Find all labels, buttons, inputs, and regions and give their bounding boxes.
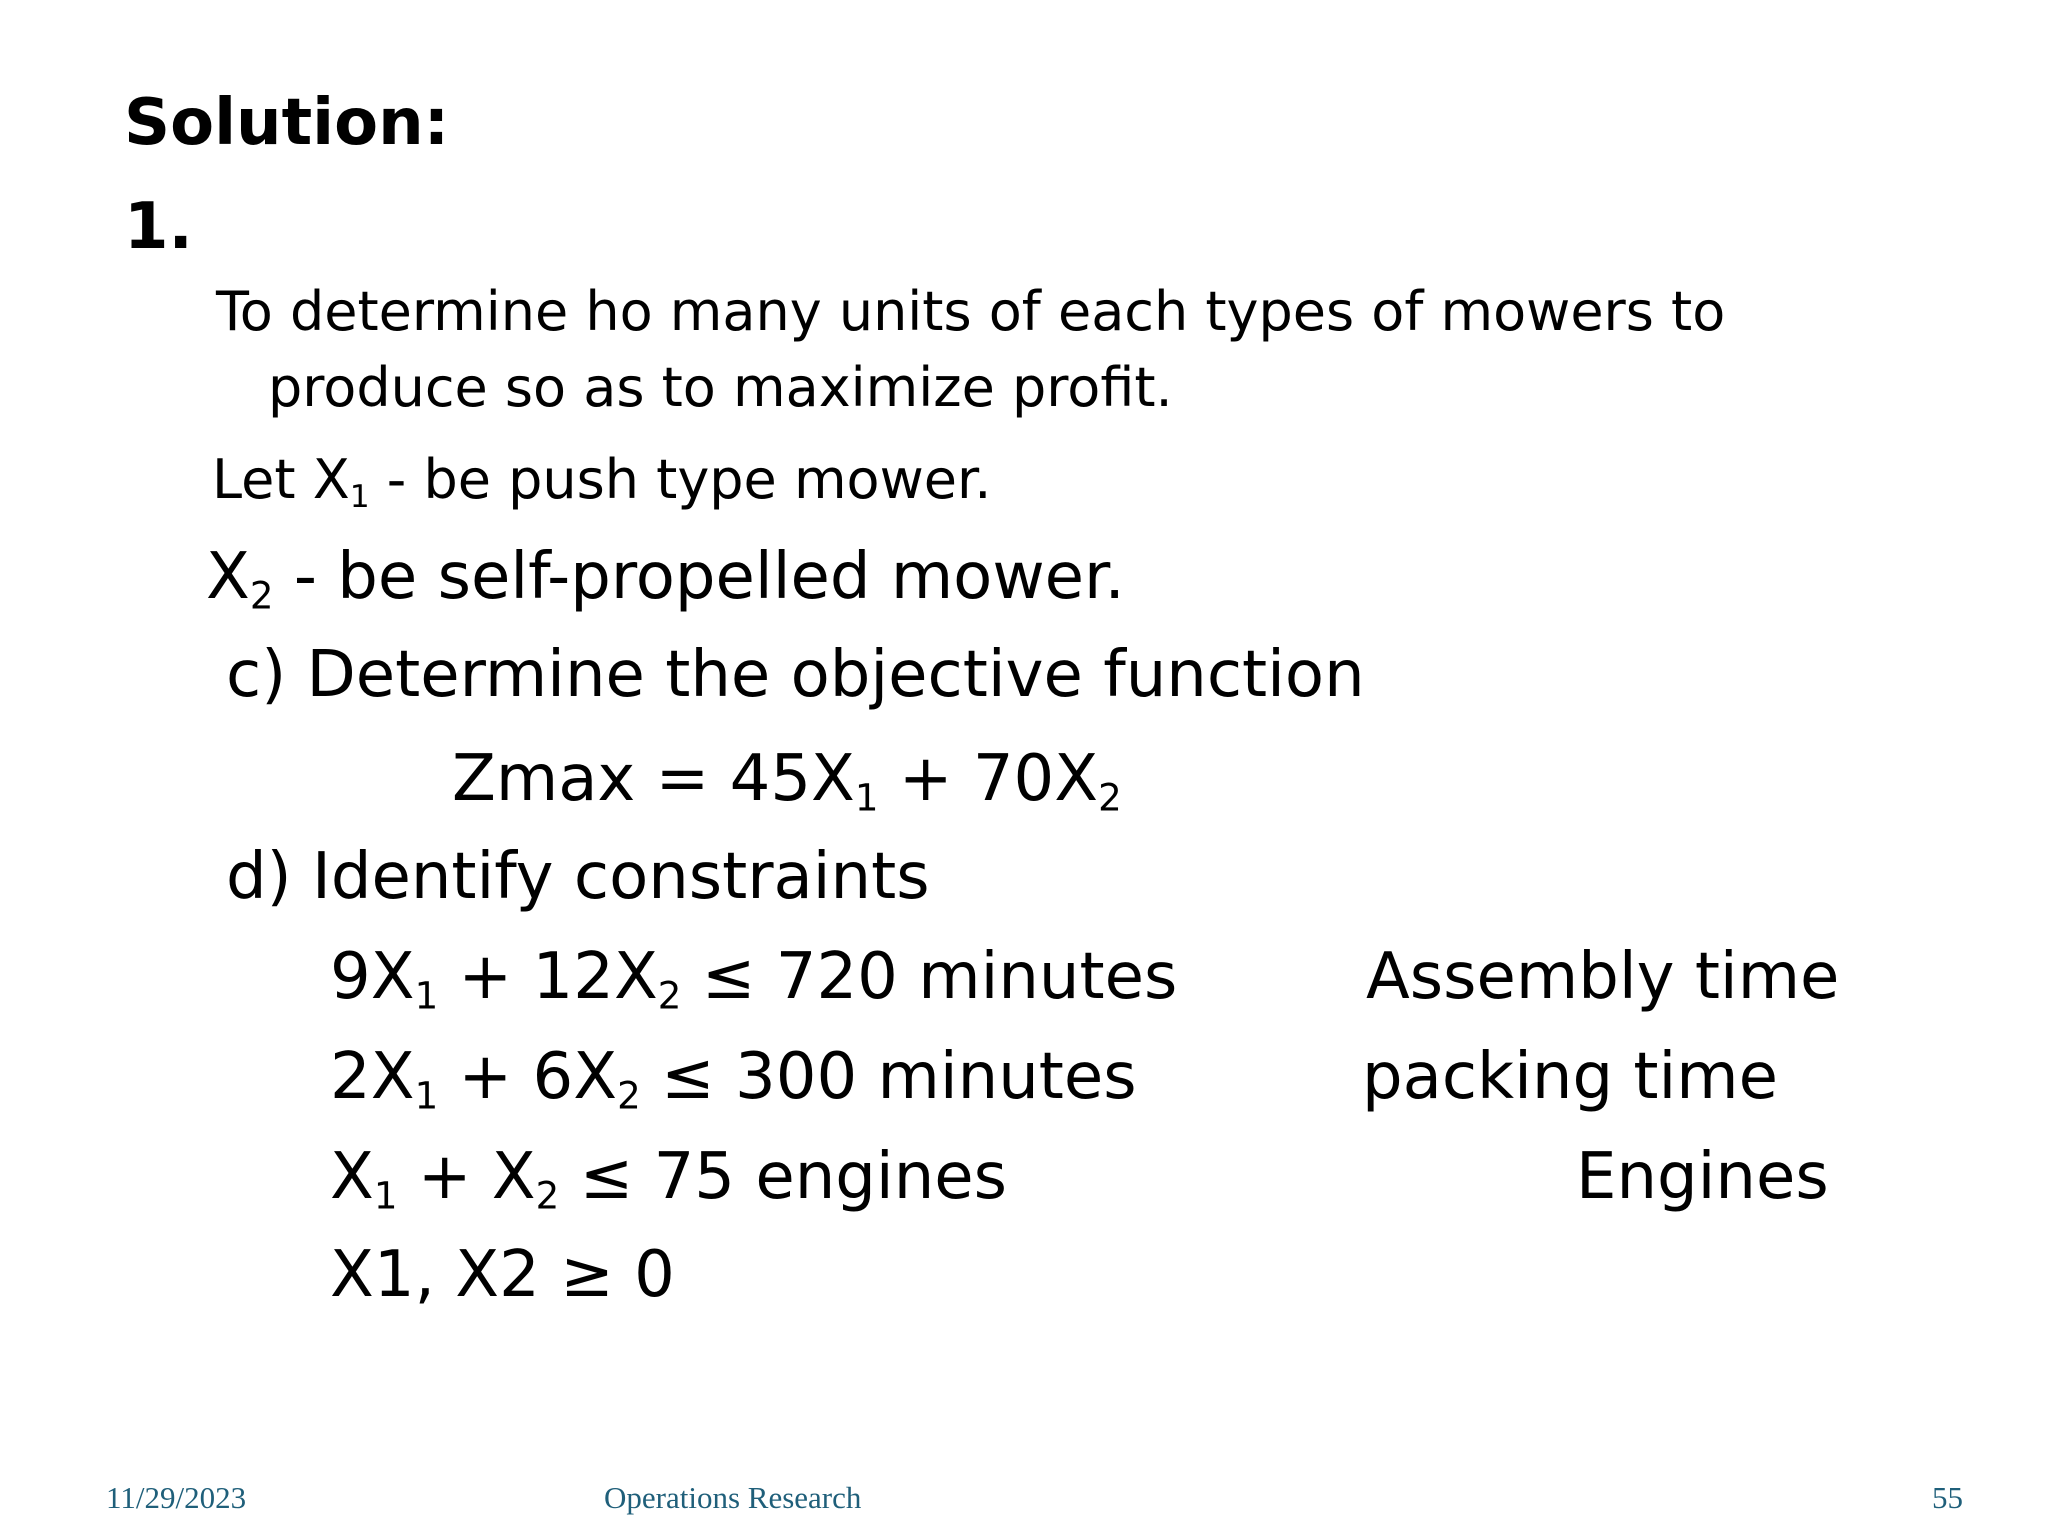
constraint-packing-label: packing time xyxy=(1362,1040,1778,1114)
objective-heading: c) Determine the objective function xyxy=(226,638,1365,712)
constraint-engines-label: Engines xyxy=(1576,1140,1829,1214)
variable-x1-definition: Let $X_1$ - be push type mower. xyxy=(212,448,992,515)
constraint-packing: $2X_1 + 6X_2 \le 300$ minutes xyxy=(330,1040,1137,1118)
non-negativity-constraint: X1, X2 ≥ 0 xyxy=(330,1238,675,1312)
goal-line-1: To determine ho many units of each types of mowers to xyxy=(216,280,1726,343)
footer-course-title: Operations Research xyxy=(604,1480,862,1515)
constraint-assembly: $9X_1 + 12X_2 \le 720$ minutes xyxy=(330,940,1178,1018)
constraints-heading: d) Identify constraints xyxy=(226,840,930,914)
goal-line-2: produce so as to maximize profit. xyxy=(268,356,1173,419)
step-number: 1. xyxy=(124,190,193,264)
footer-page-number: 55 xyxy=(1932,1480,1963,1515)
solution-heading: Solution: xyxy=(124,86,450,160)
constraint-engines: $X_1 + X_2 \le 75$ engines xyxy=(330,1140,1007,1218)
variable-x2-definition: $X_2$ - be self-propelled mower. xyxy=(206,540,1125,618)
footer-date: 11/29/2023 xyxy=(106,1480,247,1515)
constraint-assembly-label: Assembly time xyxy=(1366,940,1840,1014)
objective-function: $Zmax = 45X_1 + 70X_2$ xyxy=(452,742,1122,820)
